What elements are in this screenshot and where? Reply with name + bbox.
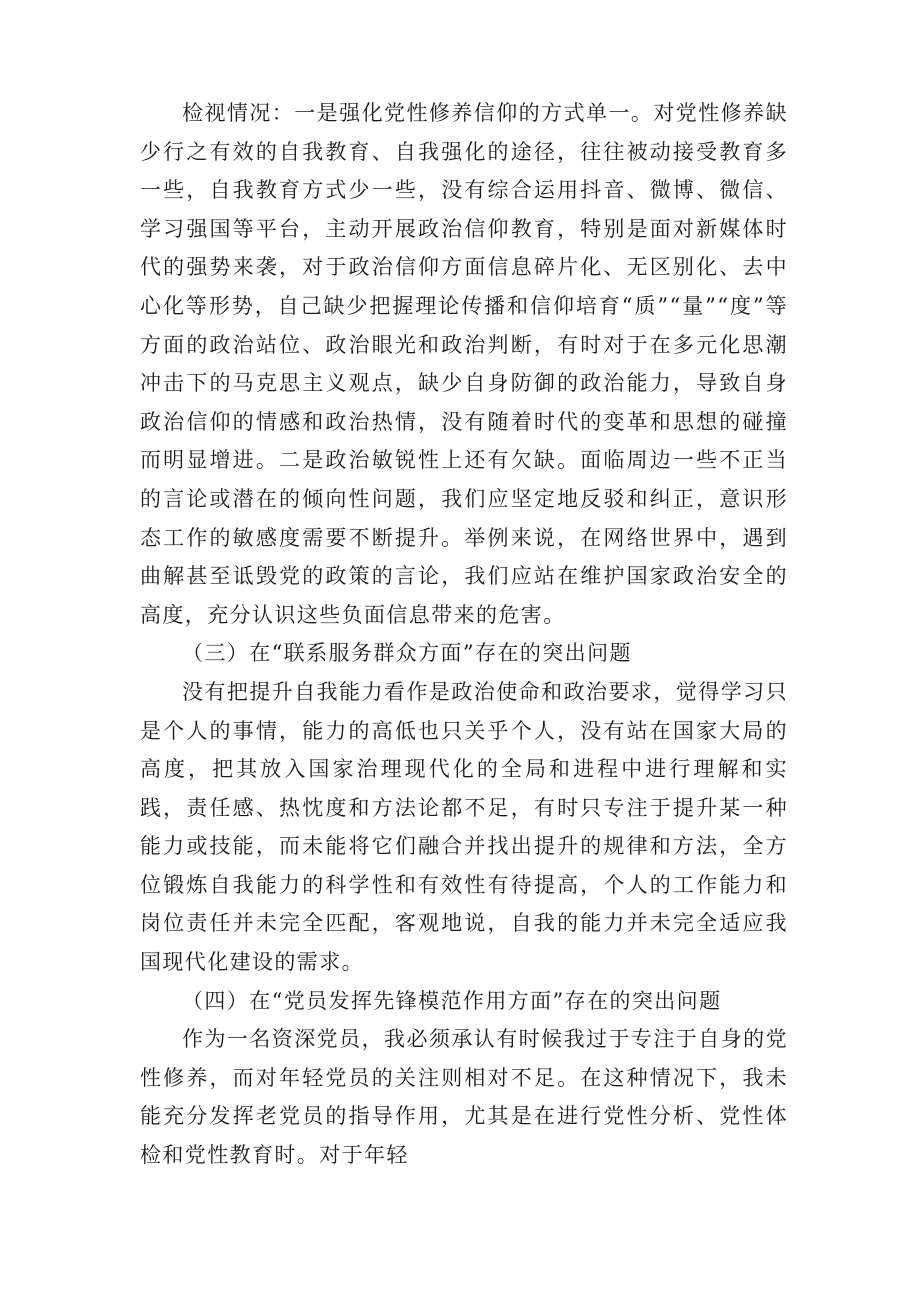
section-heading-three: （三）在“联系服务群众方面”存在的突出问题 xyxy=(182,641,632,666)
paragraph-serving-masses: 没有把提升自我能力看作是政治使命和政治要求，觉得学习只是个人的事情，能力的高低也只关乎个人，没有站在国家大局的高度，把其放入国家治理现代化的全局和进程中进行理解和实践，责任感、热忱度和方法论都不足，有时只专注于提升某一种能力或技能，而未能将它们融合并找出提升的规律和方法，全方位锻炼自我能力的科学性和有效性有待提高，个人的工作能力和岗位责任并未完全匹配，客观地说，自我的能力并未完全适应我国现代化建设的需求。 xyxy=(140,679,788,975)
document-page xyxy=(140,94,788,1175)
section-heading-four: （四）在“党员发挥先锋模范作用方面”存在的突出问题 xyxy=(182,988,722,1013)
paragraph-inspection-situation: 检视情况：一是强化党性修养信仰的方式单一。对党性修养缺少行之有效的自我教育、自我强化的途径，往往被动接受教育多一些，自我教育方式少一些，没有综合运用抖音、微博、微信、学习强国等平台，主动开展政治信仰教育，特别是面对新媒体时代的强势来袭，对于政治信仰方面信息碎片化、无区别化、去中心化等形势，自己缺少把握理论传播和信仰培育“质”“量”“度”等方面的政治站位、政治眼光和政治判断，有时对于在多元化思潮冲击下的马克思主义观点，缺少自身防御的政治能力，导致自身政治信仰的情感和政治热情，没有随着时代的变革和思想的碰撞而明显增进。二是政治敏锐性上还有欠缺。面临周边一些不正当的言论或潜在的倾向性问题，我们应坚定地反驳和纠正，意识形态工作的敏感度需要不断提升。举例来说，在网络世界中，遇到曲解甚至诋毁党的政策的言论，我们应站在维护国家政治安全的高度，充分认识这些负面信息带来的危害。 xyxy=(140,101,789,627)
paragraph-vanguard-role: 作为一名资深党员，我必须承认有时候我过于专注于自身的党性修养，而对年轻党员的关注则相对不足。在这种情况下，我未能充分发挥老党员的指导作用，尤其是在进行党性分析、党性体检和党性教育时。对于年轻 xyxy=(140,1027,788,1168)
